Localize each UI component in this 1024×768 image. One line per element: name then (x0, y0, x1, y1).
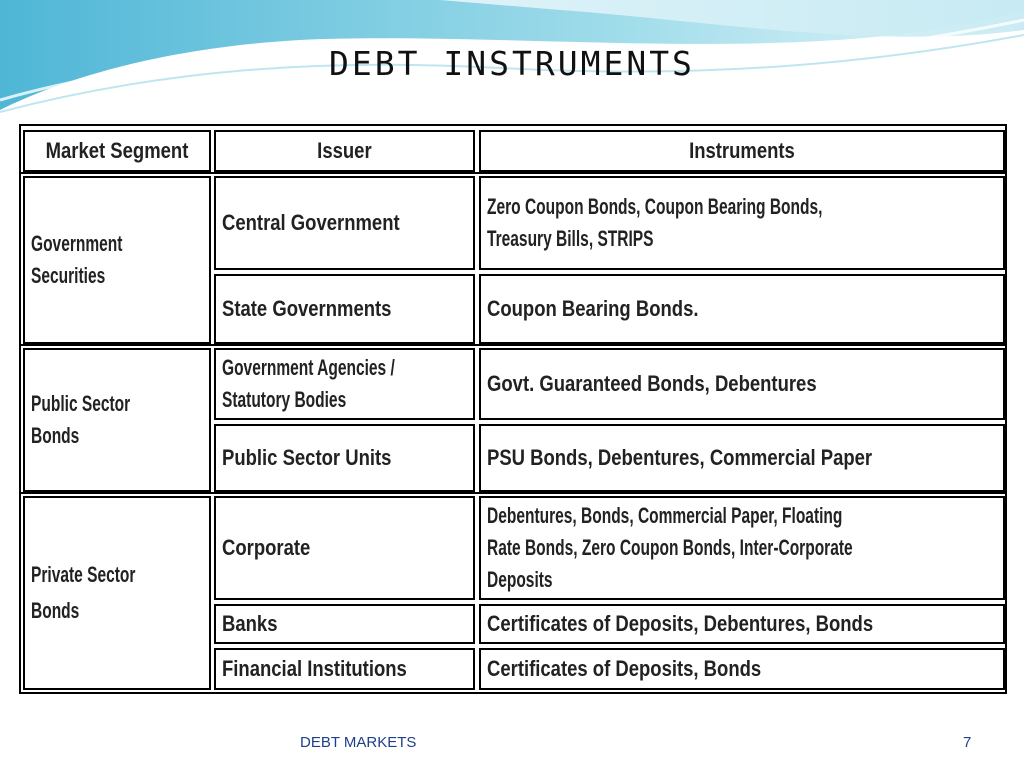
footer-title: DEBT MARKETS (300, 734, 417, 751)
row-divider (21, 492, 1005, 494)
instruments-corporate: Debentures, Bonds, Commercial Paper, Floating Rate Bonds, Zero Coupon Bonds, Inter-Corporate Deposits (479, 496, 1005, 600)
instruments-public-sector-units: PSU Bonds, Debentures, Commercial Paper (479, 424, 1005, 492)
header-issuer: Issuer (214, 130, 475, 172)
segment-private-sector-bonds: Private Sector Bonds (23, 496, 211, 690)
issuer-public-sector-units: Public Sector Units (214, 424, 475, 492)
segment-public-sector-bonds: Public Sector Bonds (23, 348, 211, 492)
instruments-financial-institutions: Certificates of Deposits, Bonds (479, 648, 1005, 690)
issuer-banks: Banks (214, 604, 475, 644)
instruments-banks: Certificates of Deposits, Debentures, Bonds (479, 604, 1005, 644)
segment-government-securities: Government Securities (23, 176, 211, 344)
header-market-segment: Market Segment (23, 130, 211, 172)
issuer-financial-institutions: Financial Institutions (214, 648, 475, 690)
instruments-government-agencies: Govt. Guaranteed Bonds, Debentures (479, 348, 1005, 420)
debt-instruments-table (19, 124, 1007, 694)
issuer-state-governments: State Governments (214, 274, 475, 344)
row-divider (21, 172, 1005, 174)
page-number: 7 (963, 734, 972, 751)
row-divider (21, 344, 1005, 346)
issuer-central-government: Central Government (214, 176, 475, 270)
issuer-corporate: Corporate (214, 496, 475, 600)
instruments-central-government: Zero Coupon Bonds, Coupon Bearing Bonds, Treasury Bills, STRIPS (479, 176, 1005, 270)
slide-title: DEBT INSTRUMENTS (329, 44, 695, 83)
instruments-state-governments: Coupon Bearing Bonds. (479, 274, 1005, 344)
header-instruments: Instruments (479, 130, 1005, 172)
issuer-government-agencies: Government Agencies / Statutory Bodies (214, 348, 475, 420)
